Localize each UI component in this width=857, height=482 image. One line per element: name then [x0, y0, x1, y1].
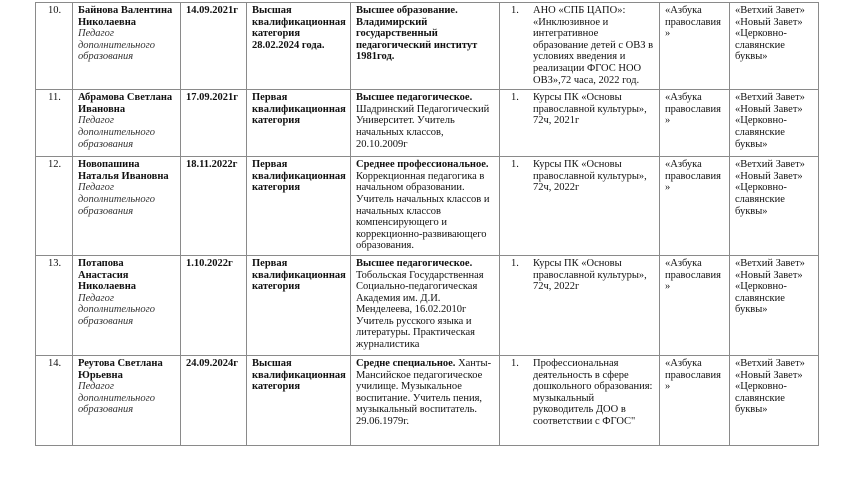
program-cell	[660, 255, 730, 355]
education-cell	[351, 3, 500, 90]
subjects-cell	[730, 157, 819, 256]
education-details: Ханты-Мансийское педагогическое училище. Музыкальное воспитание. Учитель пения, музыкальный воспитатель. 29.06.1979г.	[356, 357, 492, 427]
teacher-name: Абрамова Светлана Ивановна	[78, 92, 173, 115]
subjects-cell	[730, 255, 819, 355]
education-cell	[351, 157, 500, 256]
qualification-category: Высшая квалификационная категория	[252, 357, 346, 393]
table-row	[36, 255, 819, 355]
subject-item: «Церковно-славянские буквы»	[735, 281, 787, 316]
program-cell	[660, 90, 730, 157]
education-details: Тобольская Государственная Социально-педагогическая Академия им. Д.И. Менделеева, 16.02.2010г Учитель русского языка и литературы. Практическая журналистика	[356, 269, 484, 351]
education-cell	[351, 355, 500, 445]
row-number-cell	[36, 157, 73, 256]
category-cell	[247, 355, 351, 445]
row-number: 10.	[47, 5, 62, 16]
education-details: Шадринский Педагогический Университет. Учитель начальных классов, 20.10.2009г	[356, 103, 490, 150]
subject-item: «Ветхий Завет»	[735, 92, 805, 104]
subject-item: «Церковно-славянские буквы»	[735, 182, 787, 217]
table-row	[36, 3, 819, 90]
date-cell	[181, 157, 247, 256]
teacher-position: Педагог дополнительного образования	[78, 292, 155, 327]
program-name: «Азбука православия»	[665, 92, 721, 127]
hire-date: 17.09.2021г	[186, 92, 239, 104]
row-number: 13.	[47, 257, 62, 269]
course-number: 1.	[511, 92, 519, 104]
courses-cell	[500, 355, 660, 445]
category-cell	[247, 157, 351, 256]
date-cell	[181, 355, 247, 445]
course-title: Курсы ПК «Основы православной культуры», 72ч, 2022г	[533, 159, 647, 194]
row-number: 12.	[47, 159, 62, 171]
education-title: Высшее педагогическое.	[356, 257, 473, 269]
subjects-cell	[730, 3, 819, 90]
teacher-position: Педагог дополнительного образования	[78, 182, 155, 217]
category-cell	[247, 90, 351, 157]
course-title: АНО «СПБ ЦАПО»: «Инклюзивное и интегративное образование детей с ОВЗ в условиях введения и реализации ФГОС НОО ОВЗ»,72 часа, 2022 год.	[533, 5, 654, 86]
staff-table	[35, 2, 819, 446]
subject-item: «Новый Завет»	[735, 103, 803, 115]
subject-item: «Церковно-славянские буквы»	[735, 381, 787, 416]
teacher-name: Новопашина Наталья Ивановна	[78, 159, 169, 182]
table-body	[36, 3, 819, 446]
subject-item: «Ветхий Завет»	[735, 159, 805, 171]
course-list-item	[505, 159, 655, 194]
qualification-category: Первая квалификационная категория	[252, 92, 346, 127]
subject-item: «Церковно-славянские буквы»	[735, 115, 787, 150]
education-cell	[351, 255, 500, 355]
row-number: 11.	[48, 92, 61, 104]
row-number-cell	[36, 3, 73, 90]
teacher-position: Педагог дополнительного образования	[78, 381, 155, 416]
row-number: 14.	[47, 357, 62, 369]
hire-date: 24.09.2024г	[186, 357, 239, 369]
program-name: «Азбука православия»	[665, 257, 721, 293]
program-name: «Азбука православия»	[665, 357, 721, 393]
teacher-position: Педагог дополнительного образования	[78, 28, 155, 63]
qualification-category: Первая квалификационная категория	[252, 257, 346, 293]
name-cell	[73, 355, 181, 445]
course-title: Курсы ПК «Основы православной культуры», 72ч, 2022г	[533, 257, 647, 293]
qualification-category: Высшая квалификационная категория 28.02.2024 года.	[252, 5, 346, 51]
name-cell	[73, 255, 181, 355]
date-cell	[181, 255, 247, 355]
table-row	[36, 90, 819, 157]
table-row	[36, 355, 819, 445]
date-cell	[181, 3, 247, 90]
date-cell	[181, 90, 247, 157]
name-cell	[73, 90, 181, 157]
courses-cell	[500, 255, 660, 355]
program-name: «Азбука православия»	[665, 159, 721, 194]
course-title: Профессиональная деятельность в сфере дошкольного образования: музыкальный руководитель ДОО в соответствии с ФГОС"	[533, 357, 653, 427]
teacher-position: Педагог дополнительного образования	[78, 115, 155, 150]
table-row	[36, 157, 819, 256]
course-list-item	[505, 5, 655, 86]
category-cell	[247, 255, 351, 355]
education-title: Средне специальное.	[356, 357, 456, 369]
hire-date: 1.10.2022г	[186, 257, 233, 269]
row-number-cell	[36, 355, 73, 445]
course-title: Курсы ПК «Основы православной культуры», 72ч, 2021г	[533, 92, 647, 127]
education-title: Высшее педагогическое.	[356, 92, 473, 104]
course-number: 1.	[511, 159, 519, 171]
education-title: Среднее профессиональное.	[356, 159, 489, 171]
subject-item: «Ветхий Завет»	[735, 257, 805, 269]
course-list-item	[505, 258, 655, 293]
education-details: Коррекционная педагогика в начальном образовании. Учитель начальных классов и начальных классов компенсирующего и коррекционно-развивающего образования.	[356, 170, 490, 252]
course-number: 1.	[511, 257, 519, 269]
program-cell	[660, 355, 730, 445]
subject-item: «Ветхий Завет»	[735, 357, 805, 369]
subject-item: «Церковно-славянские буквы»	[735, 28, 787, 63]
subjects-cell	[730, 90, 819, 157]
row-number-cell	[36, 90, 73, 157]
teacher-name: Потапова Анастасия Николаевна	[78, 257, 137, 293]
education-cell	[351, 90, 500, 157]
courses-cell	[500, 3, 660, 90]
teacher-name: Реутова Светлана Юрьевна	[78, 357, 163, 381]
education-title: Высшее образование. Владимирский государственный педагогический институт 1981год.	[356, 5, 478, 63]
course-number: 1.	[511, 357, 519, 369]
subject-item: «Новый Завет»	[735, 170, 803, 182]
course-list-item	[505, 358, 655, 428]
subjects-cell	[730, 355, 819, 445]
hire-date: 14.09.2021г	[186, 5, 239, 16]
course-list-item	[505, 92, 655, 127]
courses-cell	[500, 157, 660, 256]
name-cell	[73, 3, 181, 90]
program-cell	[660, 157, 730, 256]
qualification-category: Первая квалификационная категория	[252, 159, 346, 194]
program-cell	[660, 3, 730, 90]
row-number-cell	[36, 255, 73, 355]
teacher-name: Байнова Валентина Николаевна	[78, 5, 173, 28]
course-number: 1.	[511, 5, 519, 16]
subject-item: «Ветхий Завет»	[735, 5, 805, 16]
subject-item: «Новый Завет»	[735, 369, 803, 381]
subject-item: «Новый Завет»	[735, 16, 803, 28]
courses-cell	[500, 90, 660, 157]
subject-item: «Новый Завет»	[735, 269, 803, 281]
program-name: «Азбука православия»	[665, 5, 721, 40]
category-cell	[247, 3, 351, 90]
name-cell	[73, 157, 181, 256]
hire-date: 18.11.2022г	[186, 159, 238, 171]
